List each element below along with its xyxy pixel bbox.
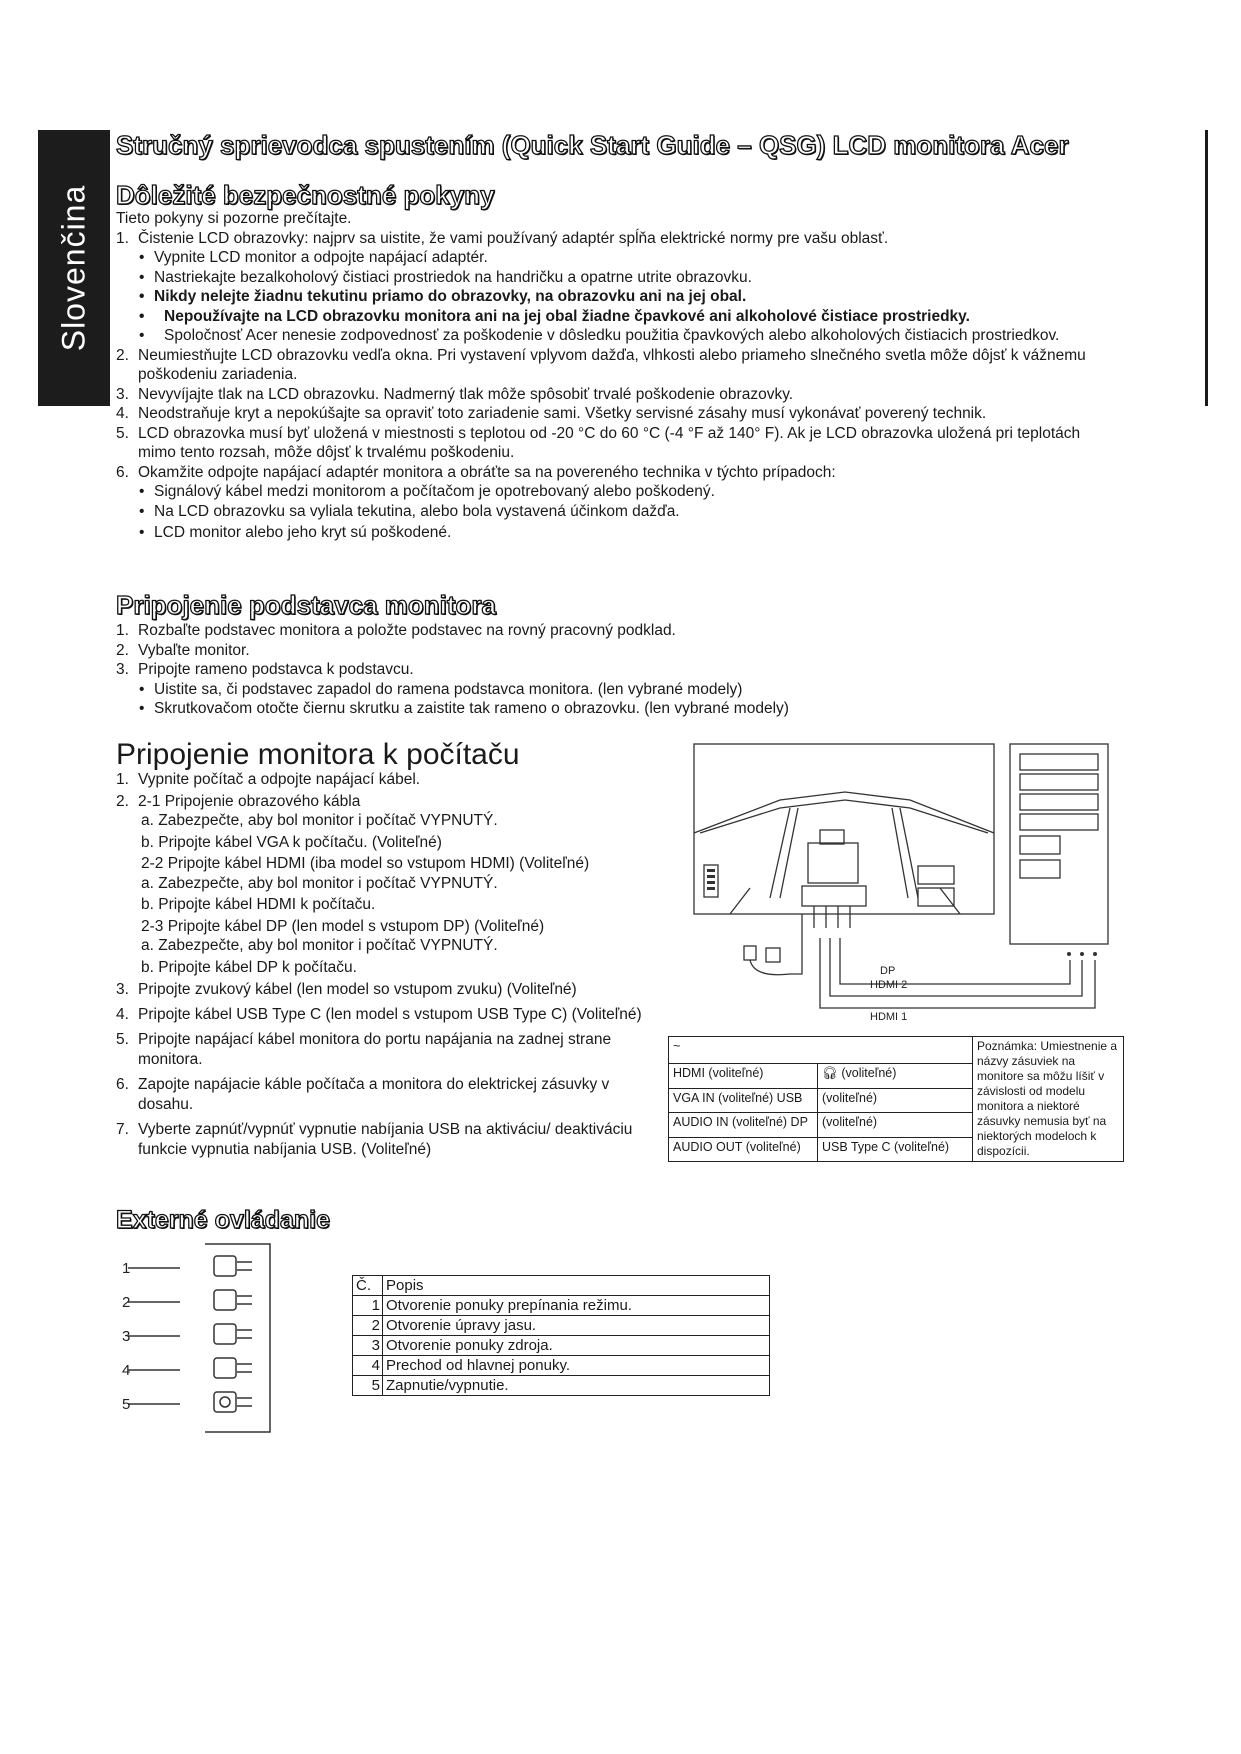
header-num: Č. bbox=[353, 1276, 383, 1296]
ports-cell: USB Type C (voliteľné) bbox=[818, 1137, 973, 1162]
item-text: Pripojte zvukový kábel (len model so vstupom zvuku) (Voliteľné) bbox=[138, 981, 577, 998]
row-desc: Otvorenie ponuky zdroja. bbox=[383, 1336, 770, 1356]
substep: a. Zabezpečte, aby bol monitor i počítač VYPNUTÝ. bbox=[141, 812, 498, 829]
safety-bullet: • Spoločnosť Acer nenesie zodpovednosť za poškodenie v dôsledku použitia čpavkových alebo alkoholových čistiacich prostriedkov. bbox=[116, 326, 1116, 346]
stand-item bbox=[116, 621, 1116, 641]
item-number: 2. bbox=[116, 346, 129, 364]
safety-item-1 bbox=[116, 229, 1116, 249]
ports-cell: (voliteľné) bbox=[818, 1113, 973, 1138]
stand-item bbox=[116, 660, 1116, 680]
item-text: Rozbaľte podstavec monitora a položte podstavec na rovný pracovný podklad. bbox=[138, 622, 676, 639]
safety-bullet: • Signálový kábel medzi monitorom a počítačom je opotrebovaný alebo poškodený. bbox=[116, 482, 1116, 502]
stand-mount bbox=[808, 843, 858, 883]
ports-cell: (voliteľné) bbox=[818, 1088, 973, 1113]
button-number: 1 bbox=[122, 1260, 131, 1277]
item-number: 4. bbox=[116, 405, 129, 422]
item-number: 7. bbox=[116, 1121, 129, 1138]
row-num: 2 bbox=[353, 1316, 383, 1336]
connect-item-4 bbox=[116, 1005, 661, 1025]
header-desc: Popis bbox=[383, 1276, 770, 1296]
item-number: 3. bbox=[116, 661, 129, 678]
safety-item-4 bbox=[116, 404, 1116, 424]
row-desc: Zapnutie/vypnutie. bbox=[383, 1376, 770, 1396]
connect-item-2 bbox=[116, 792, 661, 812]
item-text: Nevyvíjajte tlak na LCD obrazovku. Nadmerný tlak môže spôsobiť trvalé poškodenie obrazovky. bbox=[138, 385, 794, 403]
item-number: 2. bbox=[116, 792, 129, 810]
ports-cell: ~ bbox=[669, 1037, 973, 1064]
connect-item-3 bbox=[116, 980, 661, 1000]
language-side-tab bbox=[38, 130, 110, 406]
right-margin-rule bbox=[1205, 130, 1208, 406]
substep: b. Pripojte kábel DP k počítaču. bbox=[141, 958, 357, 976]
item-number: 3. bbox=[116, 385, 129, 403]
port-block bbox=[802, 886, 866, 906]
safety-item-5 bbox=[116, 424, 1116, 463]
row-num: 1 bbox=[353, 1296, 383, 1316]
stand-item bbox=[116, 641, 1116, 661]
safety-item-3 bbox=[116, 385, 1116, 405]
dp-label: DP bbox=[880, 965, 896, 977]
substep-title: 2-2 Pripojte kábel HDMI (iba model so vstupom HDMI) (Voliteľné) bbox=[141, 855, 590, 872]
table-row bbox=[353, 1296, 770, 1316]
table-row bbox=[353, 1316, 770, 1336]
item-text: Vybaľte monitor. bbox=[138, 641, 250, 659]
power-adapter bbox=[766, 948, 780, 962]
page-title: Stručný sprievodca spustením (Quick Start Guide – QSG) LCD monitora Acer bbox=[116, 130, 1069, 160]
power-plug bbox=[744, 946, 756, 960]
item-text: LCD obrazovka musí byť uložená v miestnosti s teplotou od -20 °C do 60 °C (-4 °F až 140° F). Ak je LCD obrazovka uložená pri teplotách mimo tento rozsah, môže dôjsť k trvalému poškodeniu. bbox=[138, 424, 1081, 461]
ports-cell: AUDIO IN (voliteľné) DP bbox=[669, 1113, 818, 1138]
safety-intro: Tieto pokyny si pozorne prečítajte. bbox=[116, 210, 352, 227]
item-number: 4. bbox=[116, 1005, 129, 1023]
table-row bbox=[353, 1356, 770, 1376]
item-number: 5. bbox=[116, 424, 129, 442]
connect-item-7 bbox=[116, 1120, 661, 1159]
substep: b. Pripojte kábel HDMI k počítaču. bbox=[141, 896, 376, 913]
row-num: 3 bbox=[353, 1336, 383, 1356]
ports-cell: VGA IN (voliteľné) USB bbox=[669, 1088, 818, 1113]
hdmi1-label: HDMI 1 bbox=[870, 1011, 908, 1020]
item-text: Vyberte zapnúť/vypnúť vypnutie nabíjania USB na aktiváciu/ deaktiváciu funkcie vypnutia nabíjania USB. (Voliteľné) bbox=[138, 1121, 633, 1158]
item-number: 2. bbox=[116, 641, 129, 659]
substep: a. Zabezpečte, aby bol monitor i počítač VYPNUTÝ. bbox=[141, 937, 498, 954]
ports-cell-text: (voliteľné) bbox=[841, 1066, 897, 1080]
stand-section bbox=[116, 590, 1116, 719]
substep: b. Pripojte kábel VGA k počítaču. (Voliteľné) bbox=[141, 833, 442, 851]
connection-diagram bbox=[670, 738, 1126, 1020]
item-text: Čistenie LCD obrazovky: najprv sa uistite, že vami používaný adaptér spĺňa elektrické normy pre vašu oblasť. bbox=[138, 229, 889, 247]
button-number: 4 bbox=[122, 1362, 131, 1379]
button-number: 5 bbox=[122, 1396, 131, 1413]
safety-section bbox=[116, 180, 1116, 543]
safety-item-2 bbox=[116, 346, 1116, 385]
item-number: 6. bbox=[116, 463, 129, 481]
substep: a. Zabezpečte, aby bol monitor i počítač VYPNUTÝ. bbox=[141, 874, 498, 892]
safety-item-6 bbox=[116, 463, 1116, 483]
headphone-icon: 🎧︎ bbox=[822, 1066, 838, 1080]
item-number: 1. bbox=[116, 622, 129, 639]
safety-bullet: • Na LCD obrazovku sa vyliala tekutina, alebo bola vystavená účinkom dažďa. bbox=[116, 502, 1116, 522]
row-desc: Otvorenie úpravy jasu. bbox=[383, 1316, 770, 1336]
row-num: 5 bbox=[353, 1376, 383, 1396]
safety-bullet: • Vypnite LCD monitor a odpojte napájací adaptér. bbox=[116, 248, 1116, 268]
ports-table bbox=[668, 1036, 1124, 1162]
item-text: Vypnite počítač a odpojte napájací kábel. bbox=[138, 771, 421, 788]
ports-cell-headphone bbox=[818, 1064, 973, 1089]
row-desc: Otvorenie ponuky prepínania režimu. bbox=[383, 1296, 770, 1316]
item-text: Neumiestňujte LCD obrazovku vedľa okna. Pri vystavení vplyvom dažďa, vlhkosti alebo priameho slnečného svetla môže dôjsť k vážnemu poškodeniu zariadenia. bbox=[138, 346, 1086, 383]
item-text: Pripojte rameno podstavca k podstavcu. bbox=[138, 661, 414, 678]
substep-title: 2-3 Pripojte kábel DP (len model s vstupom DP) (Voliteľné) bbox=[141, 917, 545, 935]
connect-item-6 bbox=[116, 1075, 661, 1114]
safety-bullet-warning: • Nikdy nelejte žiadnu tekutinu priamo do obrazovky, na obrazovku ani na jej obal. bbox=[116, 287, 1116, 307]
item-number: 1. bbox=[116, 229, 129, 247]
item-text: Pripojte kábel USB Type C (len model s vstupom USB Type C) (Voliteľné) bbox=[138, 1005, 642, 1023]
row-num: 4 bbox=[353, 1356, 383, 1376]
table-row bbox=[353, 1336, 770, 1356]
item-text: Neodstraňuje kryt a nepokúšajte sa opraviť toto zariadenie sami. Všetky servisné zásahy musí vykonávať poverený technik. bbox=[138, 405, 987, 422]
controls-heading: Externé ovládanie bbox=[116, 1206, 330, 1234]
item-text: Okamžite odpojte napájací adaptér monitora a obráťte sa na povereného technika v týchto prípadoch: bbox=[138, 463, 836, 481]
controls-table-header bbox=[353, 1276, 770, 1296]
button-number: 3 bbox=[122, 1328, 131, 1345]
item-number: 5. bbox=[116, 1031, 129, 1048]
connect-section bbox=[116, 738, 661, 1159]
stand-bullet: • Uistite sa, či podstavec zapadol do ramena podstavca monitora. (len vybrané modely) bbox=[116, 680, 1116, 700]
safety-bullet-warning: • Nepoužívajte na LCD obrazovku monitora ani na jej obal žiadne čpavkové ani alkoholové čistiace prostriedky. bbox=[116, 307, 1116, 327]
hdmi2-label: HDMI 2 bbox=[870, 979, 908, 991]
safety-bullet: • Nastriekajte bezalkoholový čistiaci prostriedok na handričku a opatrne utrite obrazovku. bbox=[116, 268, 1116, 288]
item-text: 2-1 Pripojenie obrazového kábla bbox=[138, 792, 361, 810]
item-text: Pripojte napájací kábel monitora do portu napájania na zadnej strane monitora. bbox=[138, 1031, 612, 1068]
safety-heading: Dôležité bezpečnostné pokyny bbox=[116, 180, 495, 210]
connect-item-1 bbox=[116, 770, 661, 790]
controls-table bbox=[352, 1275, 770, 1396]
control-buttons-diagram bbox=[110, 1242, 280, 1437]
safety-bullet: • LCD monitor alebo jeho kryt sú poškodené. bbox=[116, 523, 1116, 543]
ports-cell: AUDIO OUT (voliteľné) bbox=[669, 1137, 818, 1162]
stand-heading: Pripojenie podstavca monitora bbox=[116, 590, 496, 620]
item-number: 6. bbox=[116, 1076, 129, 1093]
item-number: 3. bbox=[116, 981, 129, 998]
table-row bbox=[353, 1376, 770, 1396]
connect-heading: Pripojenie monitora k počítaču bbox=[116, 738, 520, 771]
stand-bullet: • Skrutkovačom otočte čiernu skrutku a zaistite tak rameno o obrazovku. (len vybrané modely) bbox=[116, 699, 1116, 719]
ports-cell: HDMI (voliteľné) bbox=[669, 1064, 818, 1089]
item-number: 1. bbox=[116, 771, 129, 788]
item-text: Zapojte napájacie káble počítača a monitora do elektrickej zásuvky v dosahu. bbox=[138, 1076, 610, 1113]
language-label: Slovenčina bbox=[55, 184, 92, 352]
button-number: 2 bbox=[122, 1294, 131, 1311]
row-desc: Prechod od hlavnej ponuky. bbox=[383, 1356, 770, 1376]
ports-note: Poznámka: Umiestnenie a názvy zásuviek na monitore sa môžu líšiť v závislosti od modelu monitora a niektoré zásuvky nemusia byť na niektorých modeloch k dispozícii. bbox=[973, 1037, 1124, 1162]
connect-item-5 bbox=[116, 1030, 661, 1069]
